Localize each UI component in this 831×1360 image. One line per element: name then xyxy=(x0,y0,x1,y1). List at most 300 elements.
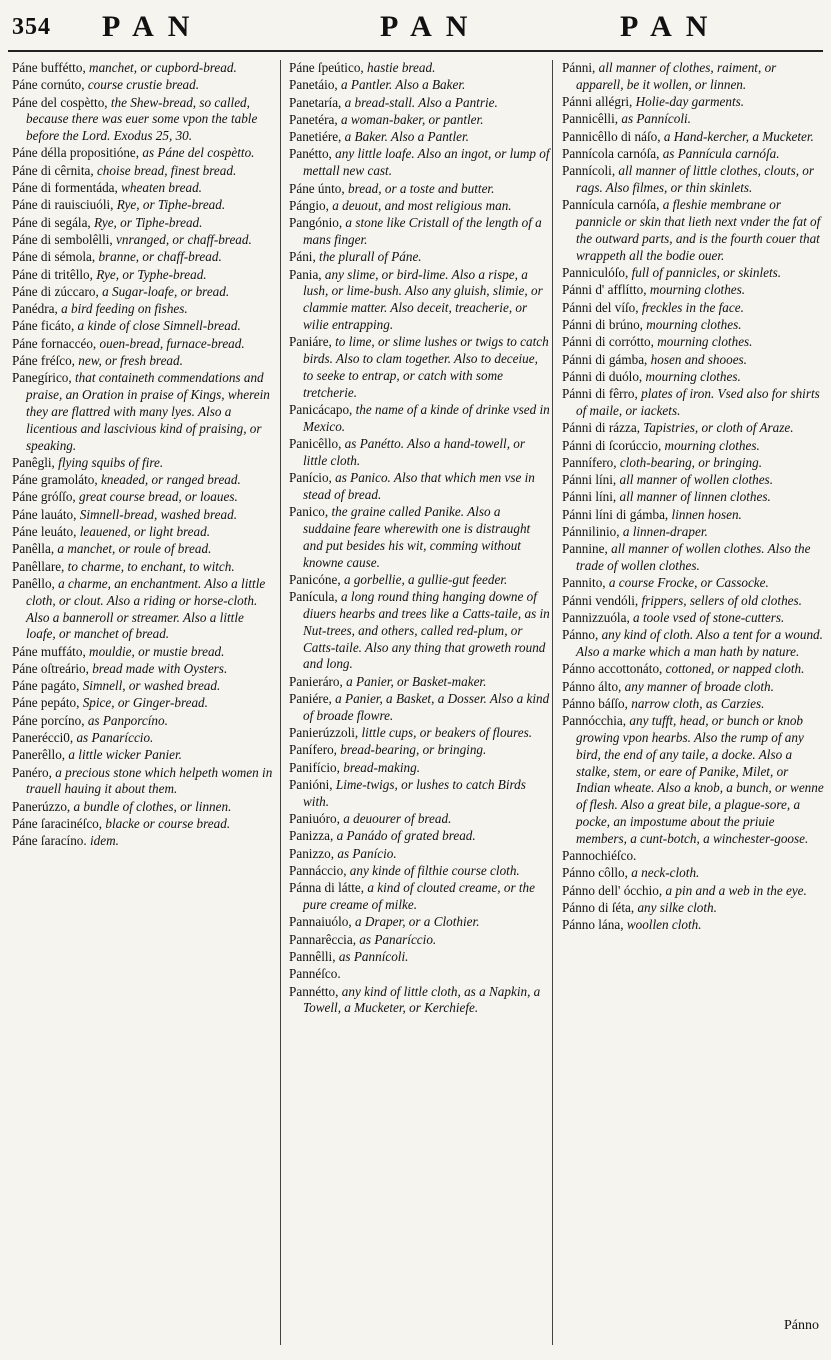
entry-definition: bread, or a toste and butter. xyxy=(344,180,495,196)
entry-definition: a precious stone which helpeth women in trauell hauing it about them. xyxy=(26,764,273,797)
entry-definition: idem. xyxy=(86,833,119,849)
dictionary-entry xyxy=(562,627,824,661)
entry-headword: Paniáre, xyxy=(289,334,332,350)
entry-headword: Páne únto, xyxy=(289,180,345,196)
entry-headword: Pannizzuóla, xyxy=(562,610,630,625)
entry-headword: Pannífero, xyxy=(562,454,617,470)
dictionary-entry xyxy=(562,575,824,592)
entry-definition: new, or fresh bread. xyxy=(74,353,183,369)
entry-definition: cloth-bearing, or bringing. xyxy=(616,454,763,470)
entry-definition: mourning clothes. xyxy=(661,437,760,453)
entry-definition: Rye, or Typhe-bread. xyxy=(92,266,207,282)
dictionary-entry xyxy=(289,828,551,845)
entry-headword: Páne ſaracíno. xyxy=(12,833,87,849)
entry-definition: Tapistries, or cloth of Araze. xyxy=(640,420,794,436)
dictionary-entry xyxy=(12,799,274,816)
dictionary-entry xyxy=(12,765,274,799)
entry-headword: Pangónio, xyxy=(289,215,343,231)
entry-headword: Páne buffétto, xyxy=(12,60,86,75)
dictionary-entry xyxy=(289,402,551,436)
dictionary-entry xyxy=(562,917,824,934)
entry-definition: Holie-day garments. xyxy=(632,94,745,110)
dictionary-entry xyxy=(12,60,274,77)
dictionary-entry xyxy=(289,966,551,983)
entry-definition: mouldie, or mustie bread. xyxy=(85,643,225,659)
entry-headword: Panniculóſo, xyxy=(562,265,629,281)
entry-headword: Pánni líni, xyxy=(562,472,617,488)
dictionary-entry xyxy=(289,60,551,77)
entry-definition: a bundle of clothes, or linnen. xyxy=(70,798,232,814)
page-number: 354 xyxy=(12,14,51,40)
entry-definition: flying squibs of fire. xyxy=(54,454,164,470)
dictionary-entry xyxy=(12,472,274,489)
dictionary-entry xyxy=(289,129,551,146)
dictionary-entry xyxy=(289,674,551,691)
entry-headword: Pánni di rázza, xyxy=(562,420,640,436)
entry-headword: Páne leuáto, xyxy=(12,524,77,540)
entry-definition: a Panádo of grated bread. xyxy=(333,828,476,844)
dictionary-entry xyxy=(289,334,551,401)
entry-headword: Pánno álto, xyxy=(562,678,622,694)
dictionary-entry xyxy=(12,489,274,506)
entry-headword: Pannicêllo di náſo, xyxy=(562,128,661,144)
dictionary-entry xyxy=(562,352,824,369)
dictionary-entry xyxy=(562,455,824,472)
entry-definition: a gorbellie, a gullie-gut feeder. xyxy=(340,571,508,587)
entry-headword: Pannéſco. xyxy=(289,966,341,982)
entry-headword: Panetiére, xyxy=(289,129,342,145)
entry-headword: Panióni, xyxy=(289,776,333,792)
dictionary-entry xyxy=(12,267,274,284)
dictionary-entry xyxy=(12,713,274,730)
entry-headword: Pannétto, xyxy=(289,983,339,999)
entry-headword: Pánnilinio, xyxy=(562,524,620,540)
column-left xyxy=(12,60,274,851)
entry-headword: Panífero, xyxy=(289,742,337,758)
entry-definition: as Pannícula carnóſa. xyxy=(659,145,780,161)
entry-definition: bread made with Oysters. xyxy=(88,660,228,676)
entry-definition: Spice, or Ginger-bread. xyxy=(79,695,208,711)
entry-definition: leauened, or light bread. xyxy=(76,524,211,540)
entry-headword: Páne fréſco, xyxy=(12,353,75,369)
dictionary-entry xyxy=(12,747,274,764)
dictionary-entry xyxy=(562,507,824,524)
entry-definition: a Pantler. Also a Baker. xyxy=(337,77,466,93)
entry-headword: Paniére, xyxy=(289,690,332,706)
dictionary-entry xyxy=(562,163,824,197)
entry-headword: Panetéra, xyxy=(289,111,338,127)
entry-definition: as Panício. xyxy=(334,845,397,861)
entry-definition: any little loafe. Also an ingot, or lump of mettall new cast. xyxy=(303,146,550,179)
dictionary-entry xyxy=(289,760,551,777)
dictionary-entry xyxy=(12,695,274,712)
dictionary-entry xyxy=(12,644,274,661)
entry-definition: mourning clothes. xyxy=(642,368,741,384)
column-middle xyxy=(289,60,551,1018)
entry-headword: Panierúzzoli, xyxy=(289,725,359,741)
dictionary-entry xyxy=(289,777,551,811)
entry-definition: a deuourer of bread. xyxy=(339,811,452,827)
entry-definition: a deuout, and most religious man. xyxy=(328,197,512,213)
dictionary-entry xyxy=(289,112,551,129)
entry-headword: Pánno accottonáto, xyxy=(562,661,663,677)
entry-definition: to charme, to enchant, to witch. xyxy=(64,558,235,574)
running-head-right: PAN xyxy=(620,10,722,43)
entry-headword: Panerúzzo, xyxy=(12,798,71,814)
entry-definition: course crustie bread. xyxy=(84,77,200,93)
entry-definition: the Shew-bread, so called, because there was euer some vpon the table before the Lord. Exodus 25, 30. xyxy=(26,94,258,144)
entry-definition: a toole vsed of stone-cutters. xyxy=(629,610,785,625)
entry-definition: any kind of little cloth, as a Napkin, a Towell, a Mucketer, or Kerchiefe. xyxy=(303,983,541,1016)
entry-headword: Páni, xyxy=(289,249,316,265)
dictionary-entry xyxy=(562,317,824,334)
running-head-left: PAN xyxy=(102,10,204,43)
entry-headword: Pannáccio, xyxy=(289,862,347,878)
entry-definition: manchet, or cupbord-bread. xyxy=(85,60,237,75)
dictionary-entry xyxy=(12,318,274,335)
entry-headword: Páne délla propositióne, xyxy=(12,145,140,161)
entry-headword: Panicóne, xyxy=(289,571,341,587)
entry-headword: Pánni di fêrro, xyxy=(562,386,638,402)
entry-definition: mourning clothes. xyxy=(642,316,742,332)
dictionary-entry xyxy=(12,301,274,318)
entry-headword: Panegírico, xyxy=(12,370,72,386)
entry-definition: a woman-baker, or pantler. xyxy=(337,111,484,127)
dictionary-entry xyxy=(12,215,274,232)
dictionary-entry xyxy=(289,725,551,742)
entry-headword: Páne di sémola, xyxy=(12,249,96,265)
dictionary-entry xyxy=(562,369,824,386)
entry-definition: great course bread, or loaues. xyxy=(75,489,238,505)
entry-definition: vnranged, or chaff-bread. xyxy=(112,231,252,247)
dictionary-entry xyxy=(562,661,824,678)
entry-headword: Pannine, xyxy=(562,541,608,557)
entry-headword: Panêgli, xyxy=(12,454,55,470)
entry-definition: little cups, or beakers of floures. xyxy=(358,725,533,741)
entry-headword: Pannícoli, xyxy=(562,163,616,179)
entry-headword: Pannochiéſco. xyxy=(562,848,637,864)
entry-headword: Pannito, xyxy=(562,575,606,591)
dictionary-entry xyxy=(12,816,274,833)
entry-headword: Pángio, xyxy=(289,197,329,213)
dictionary-entry xyxy=(289,589,551,673)
dictionary-entry xyxy=(562,129,824,146)
entry-headword: Panizza, xyxy=(289,828,334,844)
header-rule xyxy=(8,50,823,52)
entry-definition: full of pannicles, or skinlets. xyxy=(628,265,782,281)
dictionary-entry xyxy=(289,198,551,215)
dictionary-entry xyxy=(289,863,551,880)
running-head-center: PAN xyxy=(380,10,482,43)
entry-headword: Pánni, xyxy=(562,60,596,75)
dictionary-entry xyxy=(289,146,551,180)
entry-headword: Panetaría, xyxy=(289,94,342,110)
entry-headword: Panéro, xyxy=(12,764,52,780)
dictionary-entry xyxy=(12,353,274,370)
entry-definition: any silke cloth. xyxy=(634,900,717,916)
entry-headword: Panicêllo, xyxy=(289,436,342,452)
entry-headword: Pánni d' afflítto, xyxy=(562,282,647,298)
entry-definition: a bird feeding on fishes. xyxy=(57,301,188,317)
entry-headword: Pánno, xyxy=(562,627,599,643)
page-header xyxy=(0,0,831,48)
entry-headword: Páne fornaccéo, xyxy=(12,335,97,351)
dictionary-entry xyxy=(12,145,274,162)
entry-definition: a fleshie membrane or pannicle or skin that lieth next vnder the fat of the outward parts, and is the fourth couer that wrappeth all the bodie ouer. xyxy=(576,197,821,263)
entry-definition: Simnell, or washed bread. xyxy=(79,678,221,694)
entry-definition: as Páne del cospètto. xyxy=(139,145,255,161)
entry-headword: Panicácapo, xyxy=(289,401,353,417)
dictionary-entry xyxy=(289,811,551,828)
entry-definition: a kind of clouted creame, or the pure creame of milke. xyxy=(303,880,535,913)
dictionary-entry xyxy=(289,914,551,931)
entry-headword: Páne di tritêllo, xyxy=(12,266,93,282)
dictionary-entry xyxy=(12,541,274,558)
entry-definition: hastie bread. xyxy=(363,60,436,75)
entry-headword: Páne oſtreário, xyxy=(12,660,89,676)
dictionary-entry xyxy=(562,524,824,541)
entry-definition: a kinde of close Simnell-bread. xyxy=(74,318,241,334)
entry-headword: Panétto, xyxy=(289,146,332,162)
column-divider-1 xyxy=(280,60,281,1345)
dictionary-entry xyxy=(12,455,274,472)
dictionary-entry xyxy=(12,833,274,850)
entry-definition: a neck-cloth. xyxy=(627,865,700,881)
entry-headword: Páne ficáto, xyxy=(12,318,75,334)
dictionary-entry xyxy=(289,470,551,504)
entry-definition: a pin and a web in the eye. xyxy=(662,882,807,898)
entry-definition: a Hand-kercher, a Mucketer. xyxy=(660,128,814,144)
entry-headword: Pánni di corrótto, xyxy=(562,334,654,350)
entry-headword: Pánna di látte, xyxy=(289,880,365,896)
dictionary-entry xyxy=(12,197,274,214)
entry-headword: Páne di sembolêlli, xyxy=(12,231,113,247)
dictionary-entry xyxy=(12,730,274,747)
dictionary-entry xyxy=(289,436,551,470)
dictionary-entry xyxy=(12,678,274,695)
dictionary-entry xyxy=(562,696,824,713)
dictionary-entry xyxy=(562,60,824,94)
entry-definition: the graine called Panike. Also a suddaine feare wherewith one is distraught and put besides his wit, comming without knowne cause. xyxy=(303,504,531,570)
dictionary-entry xyxy=(289,95,551,112)
entry-definition: kneaded, or ranged bread. xyxy=(97,472,241,488)
dictionary-entry xyxy=(12,77,274,94)
entry-definition: a Baker. Also a Pantler. xyxy=(341,129,469,145)
entry-definition: a bread-stall. Also a Pantrie. xyxy=(341,94,498,110)
entry-headword: Pannêlli, xyxy=(289,948,336,964)
entry-definition: branne, or chaff-bread. xyxy=(95,249,222,265)
dictionary-entry xyxy=(12,180,274,197)
entry-headword: Panerécci0, xyxy=(12,730,74,746)
entry-definition: as Panico. Also that which men vse in stead of bread. xyxy=(303,470,535,502)
entry-definition: freckles in the face. xyxy=(638,299,744,315)
entry-definition: narrow cloth, as Carzies. xyxy=(627,695,765,711)
entry-headword: Pannicêlli, xyxy=(562,111,619,127)
dictionary-entry xyxy=(12,249,274,266)
entry-definition: as Panaríccio. xyxy=(356,931,437,947)
entry-definition: a stone like Cristall of the length of a mans finger. xyxy=(303,215,542,247)
entry-definition: any tufft, head, or bunch or knob growing vpon hearbs. Also the rump of any bird, the end of any taile, a docke. Also a stalke, stem, or eare of Panike, Milet, or Indian wheate. Also a knob, a bunch, or wenne of flesh. Also a great bile, a plague-sore, a pocke, an impostume about the priuie members, a cunt-botch, a winchester-goose. xyxy=(576,713,824,846)
entry-definition: linnen hosen. xyxy=(668,506,742,522)
dictionary-entry xyxy=(562,593,824,610)
dictionary-entry xyxy=(12,232,274,249)
entry-headword: Páne porcíno, xyxy=(12,712,85,728)
entry-definition: Rye, or Tiphe-bread. xyxy=(90,214,203,230)
entry-headword: Panetáio, xyxy=(289,77,338,93)
entry-definition: as Pannícoli. xyxy=(335,948,409,964)
entry-headword: Pánni líni di gámba, xyxy=(562,506,669,522)
entry-headword: Pánni del víſo, xyxy=(562,299,639,315)
dictionary-entry xyxy=(562,282,824,299)
entry-definition: as Panaríccio. xyxy=(73,730,154,746)
entry-headword: Panizzo, xyxy=(289,845,335,861)
dictionary-entry xyxy=(12,370,274,454)
dictionary-entry xyxy=(289,215,551,249)
entry-definition: a charme, an enchantment. Also a little cloth, or clout. Also a riding or horse-cloth. Also a banneroll or streamer. Also a little loafe, or manchet of bread. xyxy=(26,575,266,642)
entry-headword: Pánni líni, xyxy=(562,489,617,505)
entry-definition: all manner of wollen clothes. Also the trade of wollen clothes. xyxy=(576,541,811,574)
entry-headword: Paniuóro, xyxy=(289,811,340,827)
entry-headword: Páne muffáto, xyxy=(12,643,86,659)
dictionary-entry xyxy=(562,94,824,111)
entry-definition: a little wicker Panier. xyxy=(65,747,182,763)
dictionary-entry xyxy=(289,932,551,949)
dictionary-entry xyxy=(562,146,824,163)
entry-headword: Pannícola carnóſa, xyxy=(562,145,660,161)
entry-definition: all manner of little clothes, clouts, or rags. Also filmes, or thin skinlets. xyxy=(576,163,815,196)
entry-headword: Páne cornúto, xyxy=(12,77,85,93)
entry-headword: Panício, xyxy=(289,470,332,486)
entry-headword: Páne gramoláto, xyxy=(12,472,98,488)
entry-definition: to lime, or slime lushes or twigs to catch birds. Also to clam together. Also to deceiue, to seeke to entrap, or catch with some tretcherie. xyxy=(303,334,549,400)
entry-headword: Páne di rauisciuóli, xyxy=(12,197,114,213)
entry-definition: choise bread, finest bread. xyxy=(93,162,237,178)
entry-definition: as Panporcíno. xyxy=(84,712,168,728)
dictionary-entry xyxy=(562,265,824,282)
entry-headword: Pánni di ſcorúccio, xyxy=(562,437,662,453)
entry-headword: Páne del cospètto, xyxy=(12,94,108,110)
entry-definition: that containeth commendations and praise, an Oration in praise of Kings, wherein they are flattred with many lyes. Also a licentious and lascivious kind of praising, or speaking. xyxy=(26,370,270,453)
entry-definition: ouen-bread, furnace-bread. xyxy=(96,335,245,351)
dictionary-entry xyxy=(562,334,824,351)
dictionary-entry xyxy=(12,661,274,678)
entry-definition: a Panier, a Basket, a Dosser. Also a kind of broade flowre. xyxy=(303,690,550,723)
entry-definition: all manner of clothes, raiment, or apparell, be it wollen, or linnen. xyxy=(576,60,777,92)
dictionary-entry xyxy=(289,572,551,589)
entry-headword: Pánno côllo, xyxy=(562,865,628,881)
entry-definition: a Sugar-loafe, or bread. xyxy=(98,283,230,299)
entry-headword: Panêlla, xyxy=(12,541,55,557)
entry-headword: Pánno di ſéta, xyxy=(562,900,635,916)
entry-headword: Pánni di brúno, xyxy=(562,316,643,332)
entry-headword: Pannarêccia, xyxy=(289,931,356,947)
entry-headword: Panifício, xyxy=(289,759,340,775)
dictionary-entry xyxy=(289,77,551,94)
dictionary-entry xyxy=(289,984,551,1018)
entry-definition: all manner of linnen clothes. xyxy=(616,489,771,505)
entry-headword: Páne ſpeútico, xyxy=(289,60,364,75)
dictionary-entry xyxy=(289,181,551,198)
entry-headword: Páne di formentáda, xyxy=(12,180,118,196)
entry-headword: Panédra, xyxy=(12,301,58,317)
entry-definition: Lime-twigs, or lushes to catch Birds with. xyxy=(303,776,526,809)
entry-definition: Simnell-bread, washed bread. xyxy=(76,506,238,522)
entry-definition: as Panétto. Also a hand-towell, or little cloth. xyxy=(303,436,526,468)
dictionary-entry xyxy=(562,713,824,847)
entry-headword: Pánni vendóli, xyxy=(562,592,639,608)
entry-definition: mourning clothes. xyxy=(646,282,746,298)
dictionary-entry xyxy=(289,504,551,571)
entry-definition: the plurall of Páne. xyxy=(315,249,422,265)
entry-headword: Pánno dell' ócchio, xyxy=(562,882,663,898)
entry-definition: blacke or course bread. xyxy=(102,816,231,832)
entry-headword: Pánni di duólo, xyxy=(562,368,643,384)
dictionary-entry xyxy=(12,336,274,353)
entry-headword: Páne pagáto, xyxy=(12,678,80,694)
entry-definition: any slime, or bird-lime. Also a rispe, a lush, or lime-bush. Also any gluish, slimie, or clammie matter. Also deceit, treacherie, or wilie entrapping. xyxy=(303,266,543,332)
dictionary-entry xyxy=(562,610,824,627)
dictionary-entry xyxy=(562,197,824,264)
dictionary-entry xyxy=(562,420,824,437)
dictionary-entry xyxy=(289,846,551,863)
dictionary-entry xyxy=(289,880,551,914)
entry-headword: Pania, xyxy=(289,266,322,282)
entry-headword: Páne di zúccaro, xyxy=(12,283,99,299)
entry-definition: a linnen-draper. xyxy=(619,524,708,540)
entry-headword: Pánno báſſo, xyxy=(562,695,628,711)
entry-headword: Panieráro, xyxy=(289,673,343,689)
entry-headword: Panico, xyxy=(289,504,329,520)
entry-headword: Páne pepáto, xyxy=(12,695,80,711)
entry-headword: Panerêllo, xyxy=(12,747,66,763)
entry-definition: Rye, or Tiphe-bread. xyxy=(113,197,226,213)
entry-headword: Panícula, xyxy=(289,589,338,605)
entry-headword: Pánni allégri, xyxy=(562,94,633,110)
entry-definition: any manner of broade cloth. xyxy=(621,678,774,694)
catchword: Pánno xyxy=(784,1318,819,1333)
dictionary-entry xyxy=(289,249,551,266)
entry-definition: any kind of cloth. Also a tent for a wound. Also a marke which a man hath by nature. xyxy=(576,627,823,660)
entry-definition: wheaten bread. xyxy=(117,180,202,196)
entry-definition: a course Frocke, or Cassocke. xyxy=(605,575,769,591)
dictionary-entry xyxy=(289,949,551,966)
entry-definition: any kinde of filthie course cloth. xyxy=(346,862,520,878)
entry-headword: Pannícula carnóſa, xyxy=(562,197,660,213)
dictionary-entry xyxy=(562,541,824,575)
entry-definition: as Pannícoli. xyxy=(618,111,691,127)
dictionary-entry xyxy=(12,559,274,576)
entry-definition: mourning clothes. xyxy=(653,334,753,350)
dictionary-entry xyxy=(562,111,824,128)
entry-definition: bread-bearing, or bringing. xyxy=(336,742,487,758)
dictionary-entry xyxy=(562,386,824,420)
dictionary-entry xyxy=(12,507,274,524)
dictionary-entry xyxy=(562,489,824,506)
entry-definition: a long round thing hanging downe of diuers hearbs and trees like a Catts-taile, as in Nut-trees, and others, called red-plum, or Catts-taile. Also any thing that groweth round and long. xyxy=(303,589,550,672)
dictionary-entry xyxy=(562,865,824,882)
dictionary-entry xyxy=(289,691,551,725)
entry-headword: Panêllare, xyxy=(12,558,65,574)
entry-headword: Páne ſaracinéſco, xyxy=(12,816,103,832)
entry-headword: Pannócchia, xyxy=(562,713,627,729)
dictionary-entry xyxy=(12,163,274,180)
entry-definition: woollen cloth. xyxy=(623,917,702,933)
dictionary-entry xyxy=(562,848,824,865)
dictionary-entry xyxy=(562,300,824,317)
column-divider-2 xyxy=(552,60,553,1345)
entry-definition: a Draper, or a Clothier. xyxy=(351,914,480,930)
dictionary-entry xyxy=(12,576,274,643)
